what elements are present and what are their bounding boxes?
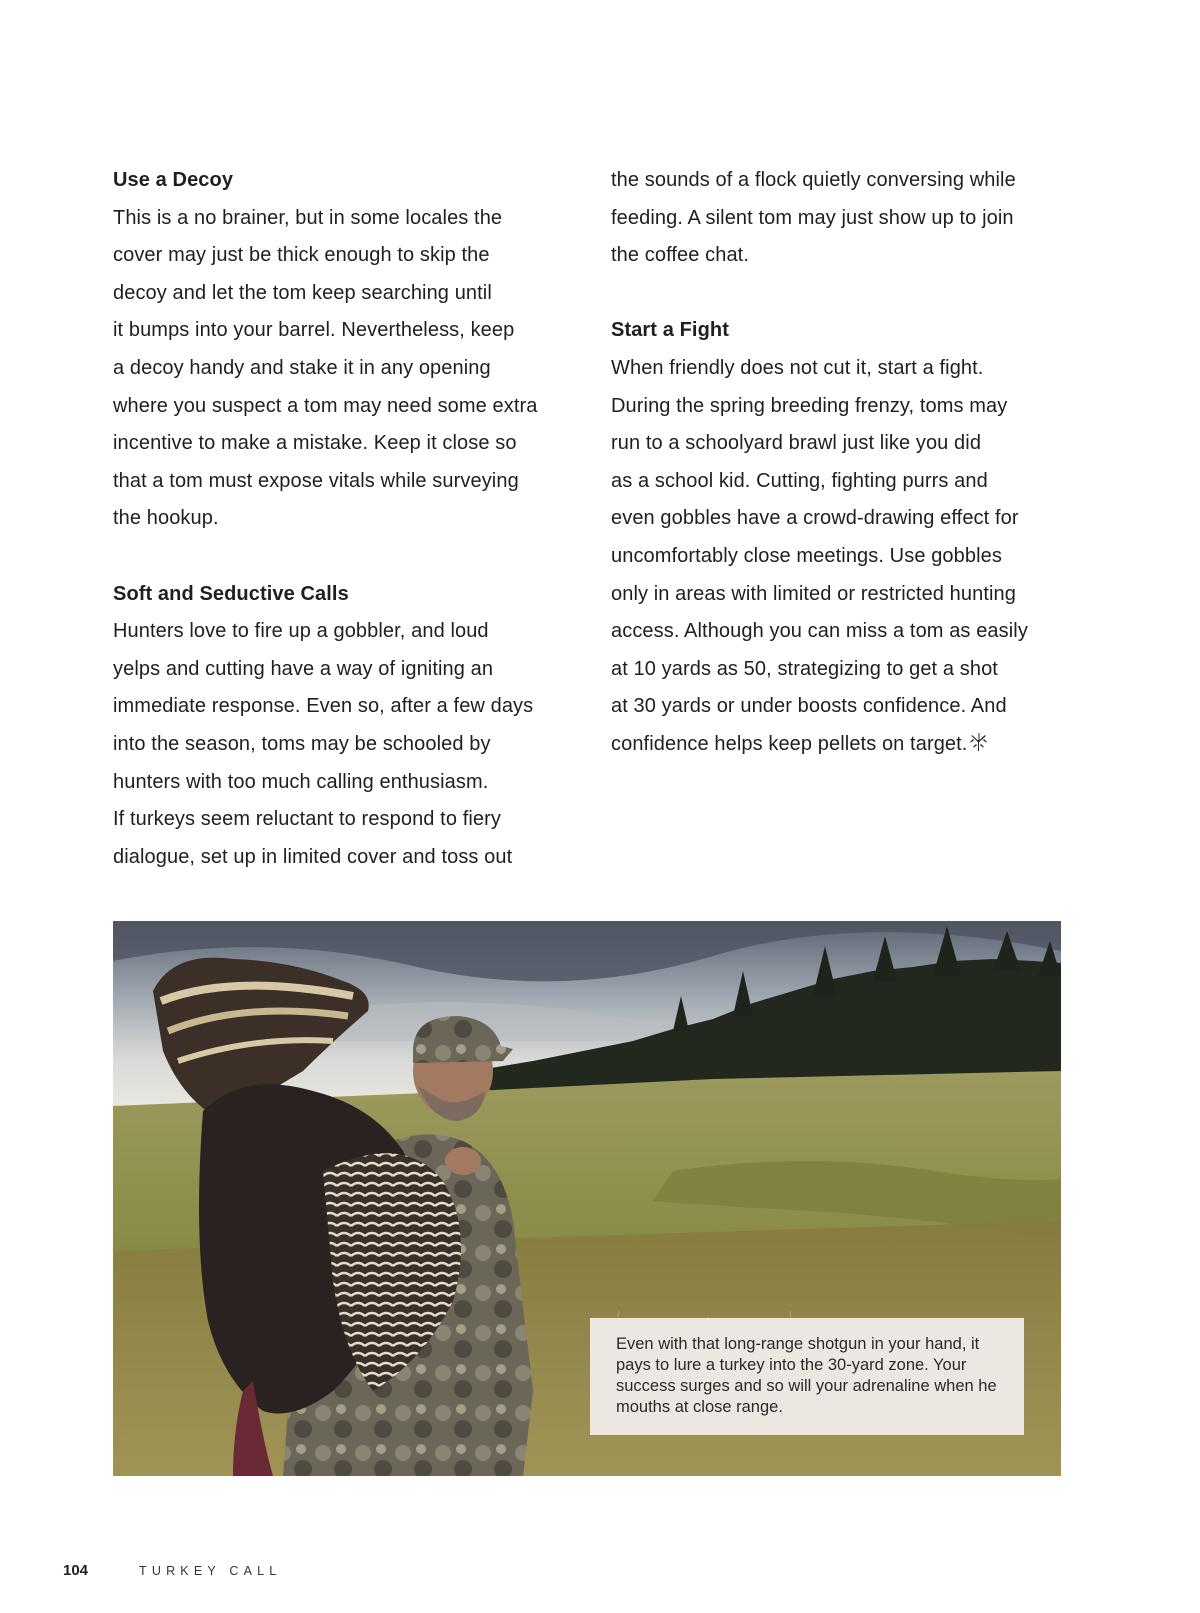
photo-caption: Even with that long-range shotgun in your hand, it pays to lure a turkey into the 30-yard zone. Your success surges and so will your adrenaline when he mouths at close range. <box>590 1318 1024 1435</box>
turkey-track-icon <box>969 728 989 748</box>
section-heading-decoy: Use a Decoy <box>113 169 234 191</box>
section-heading-fight: Start a Fight <box>611 319 729 342</box>
right-column <box>611 162 1071 764</box>
section-heading-soft-calls: Soft and Seductive Calls <box>113 582 349 605</box>
continuation-text: the sounds of a flock quietly conversing while feeding. A silent tom may just show up to join the coffee chat. <box>611 169 1016 267</box>
section-body-decoy: This is a no brainer, but in some locales the cover may just be thick enough to skip the decoy and let the tom keep searching until it bumps into your barrel. Nevertheless, keep a decoy handy and stake it in any opening where you suspect a tom may need some extra incentive to make a mistake. Keep it close so that a tom must expose vitals while surveying the hookup. <box>113 206 538 530</box>
magazine-title: TURKEY CALL <box>139 1564 282 1578</box>
section-body-fight <box>611 350 1071 764</box>
section-body-soft-calls: Hunters love to fire up a gobbler, and loud yelps and cutting have a way of igniting an immediate response. Even so, after a few days into the season, toms may be schooled by hunters with too much calling enthusiasm. If turkeys seem reluctant to respond to fiery dialogue, set up in limited cover and toss out <box>113 620 534 868</box>
hunter-with-turkey-photo <box>113 921 1061 1476</box>
page-number: 104 <box>63 1562 89 1579</box>
section-body-fight-text: When friendly does not cut it, start a fight. During the spring breeding frenzy, toms may run to a schoolyard brawl just like you did as a school kid. Cutting, fighting purrs and even gobbles have a crowd-drawing effect for uncomfortably close meetings. Use gobbles only in areas with limited or restricted hunting access. Although you can miss a tom as easily at 10 yards as 50, strategizing to get a shot at 30 yards or under boosts confidence. And confidence helps keep pellets on target. <box>611 356 1028 755</box>
left-column <box>113 162 583 876</box>
